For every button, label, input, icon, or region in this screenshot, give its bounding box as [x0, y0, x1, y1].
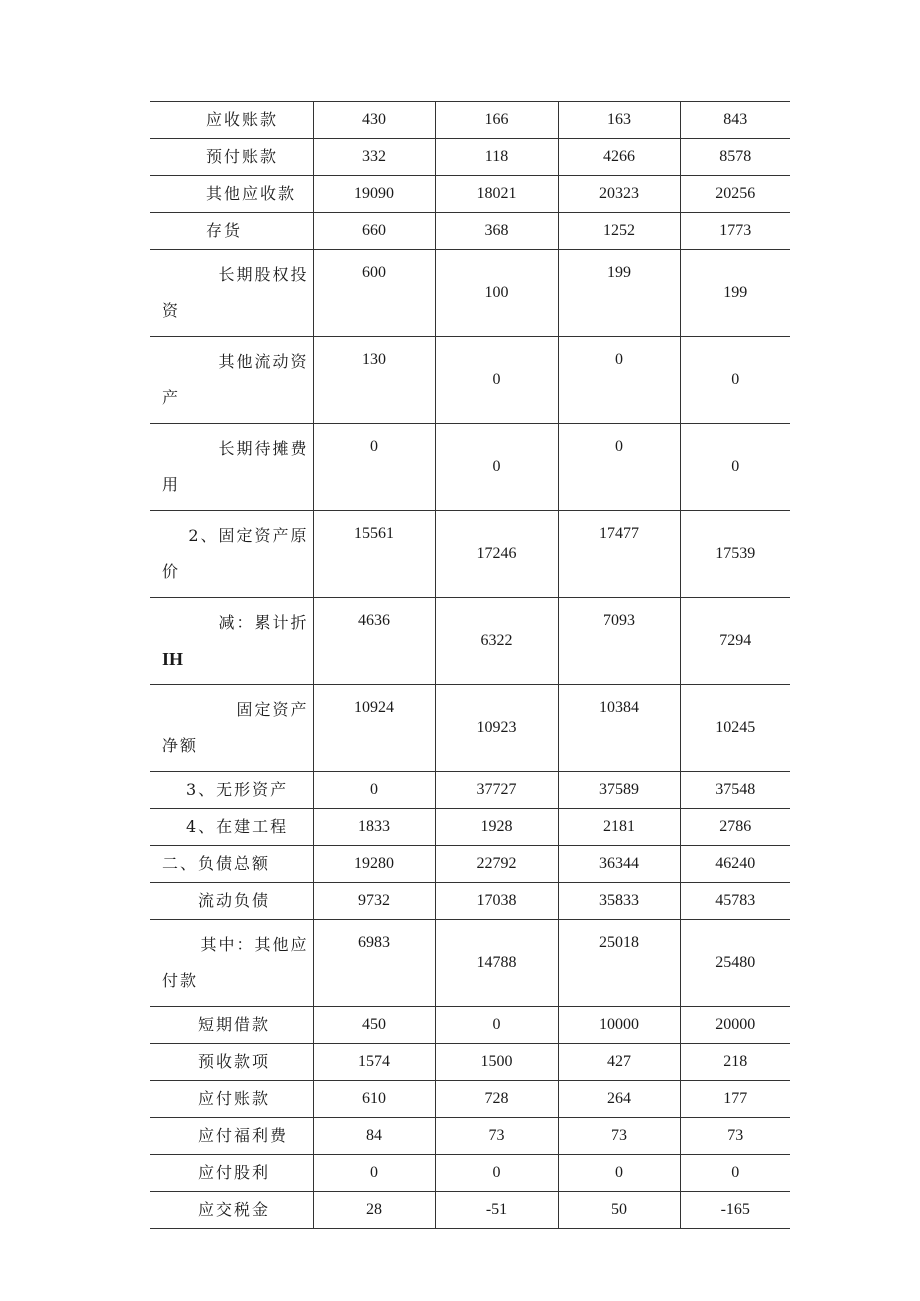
value-cell: -51 — [435, 1192, 558, 1229]
value-cell: 728 — [435, 1081, 558, 1118]
value-cell: 0 — [435, 337, 558, 424]
value-cell: 25480 — [680, 920, 790, 1007]
value-cell: 1928 — [435, 809, 558, 846]
value-cell: 10924 — [313, 685, 435, 772]
value-cell: 4636 — [313, 598, 435, 685]
row-label: 应付账款 — [198, 1089, 271, 1108]
value-cell: 45783 — [680, 883, 790, 920]
value-cell: 17539 — [680, 511, 790, 598]
row-label: 流动负债 — [198, 891, 271, 910]
value-cell: 0 — [435, 1007, 558, 1044]
row-label: 4、在建工程 — [186, 817, 289, 836]
value-cell: 0 — [313, 772, 435, 809]
value-cell: 10000 — [558, 1007, 680, 1044]
value-cell: 37548 — [680, 772, 790, 809]
row-label-line2: IH — [162, 649, 184, 669]
table-row — [150, 1081, 790, 1118]
table-row — [150, 1044, 790, 1081]
row-label — [150, 598, 313, 685]
table-row — [150, 1155, 790, 1192]
row-label — [150, 920, 313, 1007]
value-cell: 28 — [313, 1192, 435, 1229]
table-row — [150, 809, 790, 846]
row-label-line2: 产 — [162, 388, 181, 407]
row-label-line1: 长期股权投 — [218, 265, 309, 284]
value-cell: 843 — [680, 102, 790, 139]
value-cell: 6983 — [313, 920, 435, 1007]
value-cell: 2786 — [680, 809, 790, 846]
row-label: 短期借款 — [198, 1015, 271, 1034]
table-row — [150, 1192, 790, 1229]
row-label: 3、无形资产 — [186, 780, 289, 799]
value-cell: 1252 — [558, 213, 680, 250]
value-cell: 73 — [680, 1118, 790, 1155]
value-cell: 15561 — [313, 511, 435, 598]
value-cell: 4266 — [558, 139, 680, 176]
value-cell: 20256 — [680, 176, 790, 213]
table-row — [150, 846, 790, 883]
value-cell: 14788 — [435, 920, 558, 1007]
value-cell: 6322 — [435, 598, 558, 685]
value-cell: 610 — [313, 1081, 435, 1118]
value-cell: 20000 — [680, 1007, 790, 1044]
value-cell: 7294 — [680, 598, 790, 685]
value-cell: 73 — [435, 1118, 558, 1155]
row-label-line2: 资 — [162, 301, 181, 320]
financial-table — [150, 101, 790, 1229]
row-label-line2: 付款 — [162, 971, 199, 990]
value-cell: 0 — [680, 424, 790, 511]
table-row — [150, 337, 790, 424]
value-cell: 36344 — [558, 846, 680, 883]
row-label-line1: 2、固定资产原 — [188, 526, 309, 545]
value-cell: 2181 — [558, 809, 680, 846]
row-label — [150, 685, 313, 772]
value-cell: 0 — [313, 424, 435, 511]
value-cell: 25018 — [558, 920, 680, 1007]
value-cell: 130 — [313, 337, 435, 424]
row-label — [150, 511, 313, 598]
value-cell: 332 — [313, 139, 435, 176]
value-cell: 199 — [558, 250, 680, 337]
value-cell: 84 — [313, 1118, 435, 1155]
value-cell: 100 — [435, 250, 558, 337]
value-cell: 0 — [680, 1155, 790, 1192]
row-label: 预收款项 — [198, 1052, 271, 1071]
value-cell: 0 — [435, 1155, 558, 1192]
value-cell: 10923 — [435, 685, 558, 772]
value-cell: 0 — [313, 1155, 435, 1192]
table-row — [150, 883, 790, 920]
value-cell: 22792 — [435, 846, 558, 883]
row-label-line1: 其他流动资 — [218, 352, 309, 371]
table-row — [150, 685, 790, 772]
value-cell: 37589 — [558, 772, 680, 809]
value-cell: 73 — [558, 1118, 680, 1155]
row-label: 应付福利费 — [198, 1126, 289, 1145]
row-label-line1: 减：累计折 — [218, 613, 309, 632]
value-cell: 427 — [558, 1044, 680, 1081]
value-cell: 218 — [680, 1044, 790, 1081]
table-row — [150, 920, 790, 1007]
row-label: 应收账款 — [206, 110, 279, 129]
value-cell: 0 — [558, 337, 680, 424]
value-cell: 8578 — [680, 139, 790, 176]
financial-table-body — [150, 102, 790, 1229]
row-label — [150, 424, 313, 511]
value-cell: -165 — [680, 1192, 790, 1229]
row-label — [150, 337, 313, 424]
value-cell: 450 — [313, 1007, 435, 1044]
value-cell: 19280 — [313, 846, 435, 883]
value-cell: 17038 — [435, 883, 558, 920]
table-row — [150, 176, 790, 213]
row-label: 应交税金 — [198, 1200, 271, 1219]
value-cell: 166 — [435, 102, 558, 139]
table-row — [150, 213, 790, 250]
table-row — [150, 102, 790, 139]
row-label-line1: 固定资产 — [236, 700, 309, 719]
table-row — [150, 250, 790, 337]
row-label-line2: 用 — [162, 475, 181, 494]
value-cell: 1773 — [680, 213, 790, 250]
value-cell: 17246 — [435, 511, 558, 598]
row-label: 二、负债总额 — [162, 854, 271, 873]
value-cell: 9732 — [313, 883, 435, 920]
row-label — [150, 250, 313, 337]
table-row — [150, 1118, 790, 1155]
value-cell: 430 — [313, 102, 435, 139]
value-cell: 50 — [558, 1192, 680, 1229]
value-cell: 10384 — [558, 685, 680, 772]
value-cell: 660 — [313, 213, 435, 250]
row-label: 预付账款 — [206, 147, 279, 166]
value-cell: 35833 — [558, 883, 680, 920]
row-label: 应付股利 — [198, 1163, 271, 1182]
table-row — [150, 424, 790, 511]
value-cell: 118 — [435, 139, 558, 176]
value-cell: 10245 — [680, 685, 790, 772]
value-cell: 0 — [558, 1155, 680, 1192]
value-cell: 17477 — [558, 511, 680, 598]
value-cell: 0 — [680, 337, 790, 424]
table-row — [150, 772, 790, 809]
value-cell: 177 — [680, 1081, 790, 1118]
value-cell: 600 — [313, 250, 435, 337]
row-label-line2: 净额 — [162, 736, 199, 755]
value-cell: 7093 — [558, 598, 680, 685]
value-cell: 37727 — [435, 772, 558, 809]
value-cell: 0 — [435, 424, 558, 511]
value-cell: 19090 — [313, 176, 435, 213]
value-cell: 18021 — [435, 176, 558, 213]
value-cell: 1500 — [435, 1044, 558, 1081]
value-cell: 264 — [558, 1081, 680, 1118]
row-label: 存货 — [206, 221, 243, 240]
value-cell: 20323 — [558, 176, 680, 213]
table-row — [150, 139, 790, 176]
value-cell: 1574 — [313, 1044, 435, 1081]
value-cell: 1833 — [313, 809, 435, 846]
value-cell: 163 — [558, 102, 680, 139]
table-row — [150, 511, 790, 598]
value-cell: 368 — [435, 213, 558, 250]
value-cell: 199 — [680, 250, 790, 337]
row-label: 其他应收款 — [206, 184, 297, 203]
row-label-line2: 价 — [162, 562, 181, 581]
table-row — [150, 598, 790, 685]
value-cell: 0 — [558, 424, 680, 511]
row-label-line1: 其中：其他应 — [200, 935, 309, 954]
value-cell: 46240 — [680, 846, 790, 883]
row-label-line1: 长期待摊费 — [218, 439, 309, 458]
table-row — [150, 1007, 790, 1044]
